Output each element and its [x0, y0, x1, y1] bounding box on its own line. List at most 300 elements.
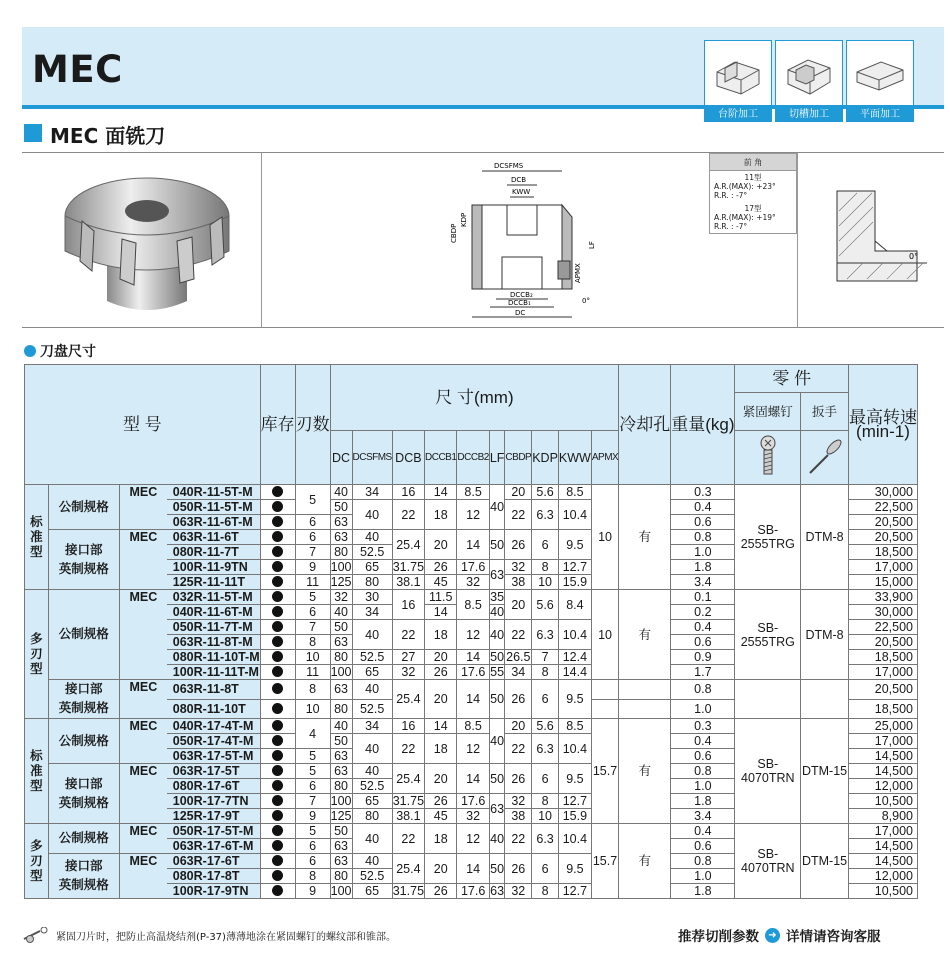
model-prefix: MEC — [119, 719, 166, 764]
cell-dccb1: 18 — [425, 500, 457, 530]
cell-dcs: 40 — [352, 620, 392, 650]
cell-wt: 0.4 — [671, 734, 735, 749]
cell-lf: 40 — [490, 605, 505, 619]
in-stock-icon — [272, 576, 283, 587]
stock-cell — [260, 839, 295, 854]
op-face — [846, 40, 914, 122]
th-speed — [848, 365, 917, 485]
cell-sp: 12,000 — [848, 779, 917, 794]
cell-fl: 6 — [295, 854, 330, 869]
footer-recommend[interactable] — [678, 925, 881, 945]
cell-sp: 30,000 — [848, 485, 917, 500]
cell-dccb2: 17.6 — [457, 560, 489, 575]
cell-co: 有 — [619, 590, 671, 680]
model-code: 080R-11-10T — [167, 699, 260, 719]
cell-fl: 10 — [295, 699, 330, 719]
in-stock-icon — [272, 606, 283, 617]
cell-dc: 40 — [330, 719, 352, 734]
cell-dccb1: 20 — [425, 764, 457, 794]
cell-dc: 63 — [330, 635, 352, 650]
cell-cbdp: 32 — [505, 884, 532, 899]
th-coolant: 冷却孔 — [619, 365, 671, 485]
dim-label-dccb2: DCCB₂ — [510, 291, 533, 299]
cell-dccb2: 32 — [457, 575, 489, 590]
cell-dccb1: 18 — [425, 620, 457, 650]
cell-dc: 63 — [330, 680, 352, 700]
cell-dc: 63 — [330, 515, 352, 530]
cell-dcs: 40 — [352, 530, 392, 545]
th-speed-label: 最高转速 — [848, 407, 917, 427]
cell-lf: 63 — [489, 560, 505, 590]
cell-wt: 0.9 — [671, 650, 735, 665]
cell-dcb: 25.4 — [392, 530, 424, 560]
stock-cell — [260, 764, 295, 779]
cell-kww: 10.4 — [558, 620, 591, 650]
cell-wt: 1.0 — [671, 545, 735, 560]
category-type: 标 准 型 — [25, 485, 49, 590]
cell-dc: 63 — [330, 854, 352, 869]
model-prefix: MEC — [119, 680, 166, 719]
cell-dcs: 80 — [352, 575, 392, 590]
cell-ap — [591, 680, 618, 700]
cell-cbdp: 22 — [505, 824, 532, 854]
cell-wr — [801, 680, 849, 719]
model-code: 125R-11-11T — [167, 575, 260, 590]
th-wrench: 扳手 — [801, 393, 849, 431]
cell-kdp: 6.3 — [532, 824, 559, 854]
cell-dccb2: 8.5 — [457, 590, 489, 620]
category-spec: 公制规格 — [48, 485, 119, 530]
cell-wt: 0.8 — [671, 530, 735, 545]
cell-dc: 100 — [330, 794, 352, 808]
cell-cbdp: 26 — [505, 680, 532, 719]
stock-cell — [260, 854, 295, 869]
th-kww: KWW — [558, 431, 591, 485]
cell-dcb: 25.4 — [392, 680, 424, 719]
cell-dccb2: 12 — [457, 824, 489, 854]
cell-sc — [735, 680, 801, 719]
cell-fl: 10 — [295, 650, 330, 665]
op-label: 台阶加工 — [704, 107, 772, 122]
cell-fl: 6 — [295, 515, 330, 530]
th-dccb1: DCCB1 — [425, 431, 457, 485]
model-code: 080R-11-7T — [167, 545, 260, 560]
cell-wt: 1.8 — [671, 884, 735, 899]
cell-sp: 22,500 — [848, 500, 917, 515]
th-stock: 库存 — [260, 365, 295, 485]
cell-dccb1: 26 — [425, 560, 457, 575]
cell-wr: DTM-8 — [801, 590, 849, 680]
in-stock-icon — [272, 621, 283, 632]
in-stock-icon — [272, 855, 283, 866]
cell-dccb1: 20 — [425, 650, 457, 665]
cell-sp: 20,500 — [848, 680, 917, 700]
model-code: 063R-11-6T-M — [167, 515, 260, 530]
cell-kdp: 6 — [532, 854, 559, 884]
cell-fl: 5 — [295, 485, 330, 515]
cell-dccb2: 14 — [457, 650, 489, 665]
cell-fl: 8 — [295, 635, 330, 650]
cell-kww: 8.4 — [558, 590, 591, 620]
recommend-link[interactable]: 推荐切削参数 — [678, 929, 759, 945]
cell-wt: 0.3 — [671, 719, 735, 734]
cell-dccb1: 14 — [425, 485, 457, 500]
cell-lf: 55 — [490, 665, 505, 679]
th-screw: 紧固螺钉 — [735, 393, 801, 431]
rake-angle-box — [709, 153, 797, 237]
in-stock-icon — [272, 591, 283, 602]
rake-rr-17: R.R. : -7° — [714, 222, 748, 231]
table-row — [25, 824, 918, 839]
cell-wt: 0.6 — [671, 635, 735, 650]
cell-dc: 50 — [330, 734, 352, 749]
stock-cell — [260, 485, 295, 500]
dim-label-angle: 0° — [582, 297, 590, 305]
in-stock-icon — [272, 561, 283, 572]
model-code: 100R-17-9TN — [167, 884, 260, 899]
in-stock-icon — [272, 501, 283, 512]
dim-label-dcsfms: DCSFMS — [494, 162, 524, 170]
cell-fl: 9 — [295, 884, 330, 899]
cell-sp: 14,500 — [848, 749, 917, 764]
cell-dccb1: 18 — [425, 734, 457, 764]
cell-cbdp: 20 — [505, 719, 532, 734]
bullet-icon — [24, 345, 36, 357]
cell-co — [619, 699, 671, 719]
th-dc: DC — [330, 431, 352, 485]
dim-label-dc: DC — [515, 309, 526, 317]
cell-dcs: 40 — [352, 680, 392, 700]
illustration-row — [22, 152, 944, 328]
model-code: 080R-17-8T — [167, 869, 260, 884]
cell-dccb2: 17.6 — [457, 884, 489, 899]
cell-lf: 50 — [489, 764, 505, 794]
cell-dcb: 22 — [392, 620, 424, 650]
model-code: 063R-17-6T-M — [167, 839, 260, 854]
cell-wr: DTM-15 — [801, 719, 849, 824]
cell-dcs: 40 — [352, 734, 392, 764]
in-stock-icon — [272, 840, 283, 851]
cell-dc: 63 — [330, 530, 352, 545]
in-stock-icon — [272, 703, 283, 714]
cell-kdp: 6.3 — [532, 500, 559, 530]
model-code: 100R-11-9TN — [167, 560, 260, 575]
cell-cbdp: 26 — [505, 764, 532, 794]
cell-wt: 0.8 — [671, 764, 735, 779]
cell-sp: 15,000 — [848, 575, 917, 590]
cutter-photo — [52, 161, 242, 321]
stock-cell — [260, 824, 295, 839]
cell-wt: 0.1 — [671, 590, 735, 605]
table-row — [25, 719, 918, 734]
cell-dcs: 40 — [352, 824, 392, 854]
cell-dcs: 52.5 — [352, 869, 392, 884]
op-label: 切槽加工 — [775, 107, 843, 122]
rake-angle-heading: 前 角 — [709, 153, 797, 171]
cell-fl: 11 — [295, 665, 330, 680]
category-spec: 接口部 英制规格 — [48, 764, 119, 824]
in-stock-icon — [272, 810, 283, 821]
cell-fl: 5 — [295, 749, 330, 764]
cell-wt: 0.4 — [671, 824, 735, 839]
footer-note — [22, 927, 396, 943]
cell-co: 有 — [619, 824, 671, 899]
cell-fl: 6 — [295, 530, 330, 545]
dim-label-apmx: APMX — [574, 263, 582, 283]
model-code: 063R-11-8T-M — [167, 635, 260, 650]
in-stock-icon — [272, 666, 283, 677]
category-spec: 公制规格 — [48, 590, 119, 680]
cell-cbdp: 26 — [505, 530, 532, 560]
cell-kww: 12.7 — [558, 794, 591, 809]
th-lf: LF — [489, 431, 505, 485]
cell-fl: 11 — [295, 575, 330, 590]
cell-wt: 0.4 — [671, 500, 735, 515]
model-code: 050R-11-5T-M — [167, 500, 260, 515]
cell-dccb2: 12 — [457, 734, 489, 764]
cell-dccb2: 14 — [457, 680, 489, 719]
cell-dccb2: 17.6 — [457, 665, 489, 680]
th-parts: 零 件 — [735, 365, 848, 393]
cell-kww: 9.5 — [558, 680, 591, 719]
cell-cbdp: 20 — [505, 590, 532, 620]
cell-dc: 125 — [330, 575, 352, 589]
cell-lf: 35 — [490, 590, 505, 604]
cell-dcs: 40 — [352, 854, 392, 869]
cell-dcb: 16 — [392, 590, 424, 620]
arrow-right-icon[interactable]: ➜ — [765, 928, 780, 943]
cell-dcs: 34 — [352, 485, 392, 500]
th-apmx: APMX — [591, 431, 618, 485]
cell-cbdp: 26 — [505, 854, 532, 884]
cell-kww: 15.9 — [558, 575, 591, 590]
cell-dccb2: 8.5 — [457, 719, 489, 734]
cell-dcs: 52.5 — [352, 779, 392, 794]
cell-wt: 0.6 — [671, 749, 735, 764]
cell-sp: 18,500 — [848, 699, 917, 719]
cell-sc: SB-4070TRN — [735, 824, 801, 899]
stock-cell — [260, 560, 295, 575]
model-code: 063R-17-5T — [167, 764, 260, 779]
subtitle: MEC 面铣刀 — [50, 124, 166, 148]
cell-lf: 40 — [489, 485, 505, 530]
cell-dccb1: 26 — [425, 665, 457, 680]
stock-cell — [260, 719, 295, 734]
model-prefix: MEC — [119, 485, 166, 530]
cell-kww: 9.5 — [558, 854, 591, 884]
in-stock-icon — [272, 765, 283, 776]
cell-fl: 5 — [295, 590, 330, 605]
stock-cell — [260, 590, 295, 605]
cell-kww: 10.4 — [558, 500, 591, 530]
cell-sc: SB-2555TRG — [735, 590, 801, 680]
cell-dc: 100 — [330, 560, 352, 574]
th-flutes: 刃数 — [295, 365, 330, 485]
cell-fl: 4 — [295, 719, 330, 749]
dim-label-cbdp: CBDP — [450, 223, 458, 243]
th-kdp: KDP — [532, 431, 559, 485]
model-prefix: MEC — [119, 854, 166, 899]
cell-dc: 50 — [330, 620, 352, 635]
cell-wt: 0.6 — [671, 515, 735, 530]
cell-wr: DTM-8 — [801, 485, 849, 590]
cell-dcs: 80 — [352, 809, 392, 824]
th-model: 型 号 — [25, 365, 261, 485]
cell-cbdp: 26.5 — [506, 650, 531, 664]
model-code: 080R-17-6T — [167, 779, 260, 794]
rake-ar-17: A.R.(MAX): +19° — [714, 213, 776, 222]
cell-dcb: 27 — [392, 650, 424, 665]
cell-kdp: 10 — [532, 809, 559, 824]
cell-kdp: 10 — [532, 575, 559, 590]
cell-dccb2: 32 — [457, 809, 489, 824]
category-type: 标 准 型 — [25, 719, 49, 824]
cell-kww: 14.4 — [558, 665, 591, 680]
cell-dccb2: 8.5 — [457, 485, 489, 500]
cell-kww: 10.4 — [558, 824, 591, 854]
cell-wt: 1.0 — [671, 869, 735, 884]
dimension-drawing — [422, 157, 612, 325]
th-cbdp: CBDP — [505, 431, 532, 485]
cell-dcs: 40 — [352, 500, 392, 530]
cell-dcs: 65 — [352, 560, 392, 575]
cell-kdp: 5.6 — [532, 590, 559, 620]
cell-dcs: 52.5 — [352, 650, 392, 665]
in-stock-icon — [272, 516, 283, 527]
category-spec: 接口部 英制规格 — [48, 530, 119, 590]
model-code: 032R-11-5T-M — [167, 590, 260, 605]
th-dcb: DCB — [392, 431, 424, 485]
cell-cbdp: 32 — [505, 794, 532, 809]
in-stock-icon — [272, 486, 283, 497]
cell-kww: 9.5 — [558, 764, 591, 794]
cell-dcb: 38.1 — [392, 575, 424, 590]
cell-fl: 9 — [295, 560, 330, 575]
cell-lf: 63 — [489, 794, 505, 824]
screw-icon — [756, 435, 780, 477]
cell-dccb1: 20 — [425, 854, 457, 884]
cell-dccb1: 45 — [425, 575, 457, 590]
cell-ap — [591, 699, 618, 719]
cell-dccb1: 26 — [425, 884, 457, 899]
cell-dc: 80 — [330, 699, 352, 719]
cell-dcs: 52.5 — [352, 545, 392, 560]
stock-cell — [260, 530, 295, 545]
cell-dcb: 25.4 — [392, 854, 424, 884]
cell-wt: 0.6 — [671, 839, 735, 854]
subtitle-marker — [24, 124, 42, 142]
cell-sp: 14,500 — [848, 854, 917, 869]
wrench-image-cell — [801, 431, 849, 485]
model-code: 063R-11-8T — [167, 680, 260, 700]
cell-dcb: 16 — [392, 485, 424, 500]
stock-cell — [260, 734, 295, 749]
cell-kww: 10.4 — [558, 734, 591, 764]
cell-kww: 8.5 — [558, 485, 591, 500]
cell-cbdp: 38 — [505, 809, 532, 824]
dim-label-lf: LF — [588, 241, 596, 249]
cell-kww: 12.7 — [558, 884, 591, 899]
cell-fl: 5 — [295, 824, 330, 839]
cell-dccb1: 20 — [425, 680, 457, 719]
cell-sp: 20,500 — [848, 635, 917, 650]
op-slot — [775, 40, 843, 122]
model-prefix: MEC — [119, 590, 166, 680]
cell-dcb: 38.1 — [392, 809, 424, 824]
cell-kdp: 5.6 — [532, 485, 559, 500]
cell-dccb2: 17.6 — [457, 794, 489, 809]
cell-dcb: 22 — [392, 824, 424, 854]
dim-label-dcb: DCB — [511, 176, 527, 184]
rake-ar-11: A.R.(MAX): +23° — [714, 182, 776, 191]
cell-dc: 80 — [330, 869, 352, 884]
cell-dc: 80 — [330, 650, 352, 665]
cell-dc: 63 — [330, 839, 352, 854]
cell-dcs: 65 — [352, 884, 392, 899]
dim-label-dccb1: DCCB₁ — [508, 299, 531, 307]
in-stock-icon — [272, 720, 283, 731]
cell-fl: 7 — [295, 620, 330, 635]
cell-kdp: 6 — [532, 764, 559, 794]
cell-fl: 9 — [295, 809, 330, 824]
cell-kdp: 6.3 — [532, 620, 559, 650]
cell-sc: SB-2555TRG — [735, 485, 801, 590]
shoulder-milling-icon — [711, 50, 765, 96]
cell-dccb1: 18 — [425, 824, 457, 854]
cell-fl: 6 — [295, 839, 330, 854]
category-spec: 公制规格 — [48, 824, 119, 854]
cell-wt: 0.3 — [671, 485, 735, 500]
cell-wt: 0.8 — [671, 854, 735, 869]
cell-sp: 14,500 — [848, 764, 917, 779]
th-weight: 重量(kg) — [671, 365, 735, 485]
cell-kdp: 8 — [532, 560, 559, 575]
cell-dc: 40 — [330, 485, 352, 500]
in-stock-icon — [272, 750, 283, 761]
section-title — [24, 341, 96, 361]
cell-dc: 100 — [330, 884, 352, 898]
cell-cbdp: 38 — [505, 575, 532, 590]
model-prefix: MEC — [119, 824, 166, 854]
cell-sp: 25,000 — [848, 719, 917, 734]
cell-sp: 33,900 — [848, 590, 917, 605]
cell-wt: 3.4 — [671, 809, 735, 824]
cell-dc: 125 — [330, 809, 352, 823]
cell-dcs: 40 — [352, 764, 392, 779]
stock-cell — [260, 665, 295, 680]
cell-dccb1: 11.5 — [425, 590, 457, 605]
op-label: 平面加工 — [846, 107, 914, 122]
cell-dcb: 16 — [392, 719, 424, 734]
cell-dcb: 22 — [392, 500, 424, 530]
cell-cbdp: 20 — [505, 485, 532, 500]
cell-dccb2: 14 — [457, 854, 489, 884]
stock-cell — [260, 500, 295, 515]
cell-fl: 5 — [295, 764, 330, 779]
model-code: 050R-17-5T-M — [167, 824, 260, 839]
stock-cell — [260, 749, 295, 764]
model-code: 063R-17-5T-M — [167, 749, 260, 764]
angle-detail-drawing — [817, 181, 937, 291]
page-title: MEC — [32, 48, 123, 91]
cell-lf: 40 — [489, 719, 505, 764]
cell-dcs: 34 — [352, 605, 392, 620]
cell-cbdp: 34 — [505, 665, 532, 680]
face-milling-icon — [853, 50, 907, 96]
cell-dcb: 31.75 — [392, 794, 425, 808]
cell-fl: 6 — [295, 779, 330, 794]
cell-dc: 32 — [330, 590, 352, 605]
